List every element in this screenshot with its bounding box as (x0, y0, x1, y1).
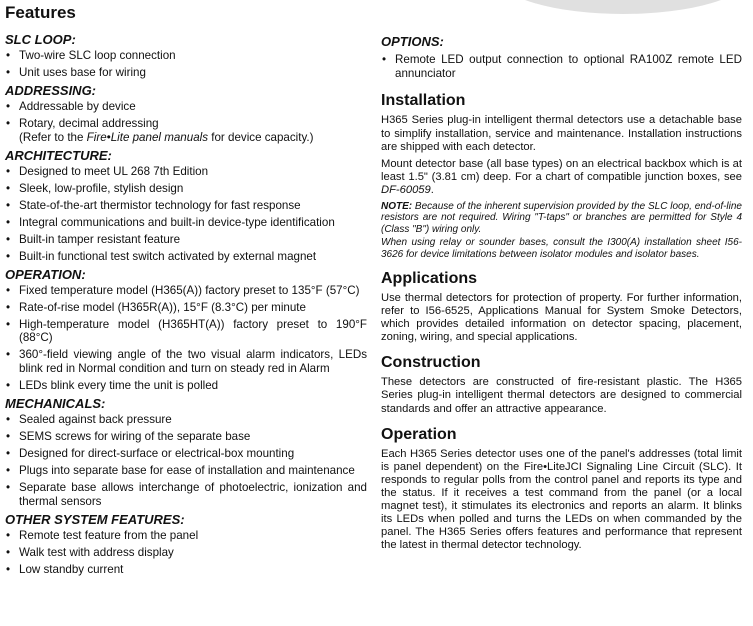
list-item: • Separate base allows interchange of photoelectric, ionization and thermal sensors (5, 481, 367, 508)
applications-paragraph: Use thermal detectors for protection of property. For further information, refer to I56-6525, Applications Manual for System Smoke Detectors, which provides detailed information on detector spacing, placement, zoning, wiring, and special applications. (381, 292, 742, 344)
installation-paragraph-2 (381, 158, 742, 197)
architecture-list (5, 165, 367, 264)
addressing-list (5, 100, 367, 144)
operation-list-heading: OPERATION: (5, 266, 86, 282)
note-label: NOTE: (381, 200, 413, 212)
list-item: • Remote LED output connection to optional RA100Z remote LED annunciator (381, 53, 742, 80)
list-item: • Unit uses base for wiring (5, 66, 367, 80)
subnote-after: for device capacity.) (208, 130, 314, 144)
list-item: • 360°-field viewing angle of the two visual alarm indicators, LEDs blink red in Normal condition and turn on steady red in Alarm (5, 348, 367, 375)
other-features-list (5, 529, 367, 577)
list-item: • Low standby current (5, 563, 367, 577)
options-list (381, 53, 742, 80)
list-item: • Integral communications and built-in device-type identification (5, 216, 367, 230)
list-item: • Walk test with address display (5, 546, 367, 560)
paragraph-text: Mount detector base (all base types) on an electrical backbox which is at least 1.5" (3.81 cm) deep. For a chart of compatible junction boxes, see (381, 157, 742, 183)
installation-paragraph-1: H365 Series plug-in intelligent thermal detectors use a detachable base to simplify installation, service and maintenance. Installation instructions are shipped with each detector. (381, 114, 742, 153)
list-item: • Designed to meet UL 268 7th Edition (5, 165, 367, 179)
paragraph-text-end: . (430, 183, 434, 196)
list-item: • Two-wire SLC loop connection (5, 49, 367, 63)
list-item-text: Rotary, decimal addressing (19, 117, 159, 130)
installation-note-2: When using relay or sounder bases, consult the I300(A) installation sheet I56-3626 for device limitations between isolator modules and isolator bases. (381, 237, 742, 260)
list-item: • Sleek, low-profile, stylish design (5, 182, 367, 196)
operation-paragraph: Each H365 Series detector uses one of the panel's addresses (total limit is panel dependent) on the Fire•LiteJCI Signaling Line Circuit (SLC). It responds to regular polls from the control panel and reports its type and the status. If it receives a test command from the panel (or a local magnet test), it stimulates its electronics and reports an alarm. It blinks its LEDs when polled and turns the LEDs on when commanded by the panel. The H365 Series offers features and performance that represent the latest in thermal detector technology. (381, 447, 742, 552)
mechanicals-list (5, 413, 367, 508)
operation-list (5, 284, 367, 393)
list-item: • State-of-the-art thermistor technology for fast response (5, 199, 367, 213)
list-item: • Rate-of-rise model (H365R(A)), 15°F (8.3°C) per minute (5, 301, 367, 315)
left-column (5, 0, 367, 580)
list-item: • Sealed against back pressure (5, 413, 367, 427)
list-item-subnote (19, 131, 367, 145)
slc-loop-heading: SLC LOOP: (5, 32, 76, 47)
list-item (5, 117, 367, 144)
list-item: • High-temperature model (H365HT(A)) factory preset to 190°F (88°C) (5, 318, 367, 345)
list-item: • Designed for direct-surface or electrical-box mounting (5, 447, 367, 461)
list-item: • Fixed temperature model (H365(A)) factory preset to 135°F (57°C) (5, 284, 367, 298)
applications-heading: Applications (381, 270, 478, 287)
mechanicals-heading: MECHANICALS: (5, 396, 106, 412)
subnote-before: (Refer to the (19, 130, 87, 144)
list-item: • Built-in tamper resistant feature (5, 233, 367, 247)
paragraph-italic-ref: DF-60059 (381, 183, 431, 196)
addressing-heading: ADDRESSING: (5, 83, 97, 98)
list-item: • Plugs into separate base for ease of installation and maintenance (5, 464, 367, 478)
options-heading: OPTIONS: (381, 34, 444, 49)
other-features-heading: OTHER SYSTEM FEATURES: (5, 511, 185, 527)
list-item: • LEDs blink every time the unit is polled (5, 379, 367, 393)
construction-heading: Construction (381, 354, 481, 372)
right-column (381, 34, 742, 556)
list-item: • Built-in functional test switch activated by external magnet (5, 250, 367, 264)
construction-paragraph: These detectors are constructed of fire-resistant plastic. The H365 Series plug-in intelligent thermal detectors are designed to commercial standards and offer an attractive appearance. (381, 376, 742, 415)
list-item: • Remote test feature from the panel (5, 529, 367, 543)
list-item: • Addressable by device (5, 100, 367, 114)
list-item: • SEMS screws for wiring of the separate base (5, 430, 367, 444)
installation-heading: Installation (381, 92, 466, 110)
subnote-italic: Fire•Lite panel manuals (86, 130, 209, 144)
installation-note (381, 201, 742, 235)
features-title: Features (5, 3, 76, 22)
operation-heading: Operation (381, 425, 457, 443)
slc-loop-list (5, 49, 367, 80)
note-text: Because of the inherent supervision provided by the SLC loop, end-of-line resistors are not required. Wiring "T-taps" or branches are permitted for Style 4 (Class "B") wiring only. (381, 200, 742, 235)
architecture-heading: ARCHITECTURE: (5, 147, 112, 163)
decorative-header-shape (498, 0, 748, 14)
